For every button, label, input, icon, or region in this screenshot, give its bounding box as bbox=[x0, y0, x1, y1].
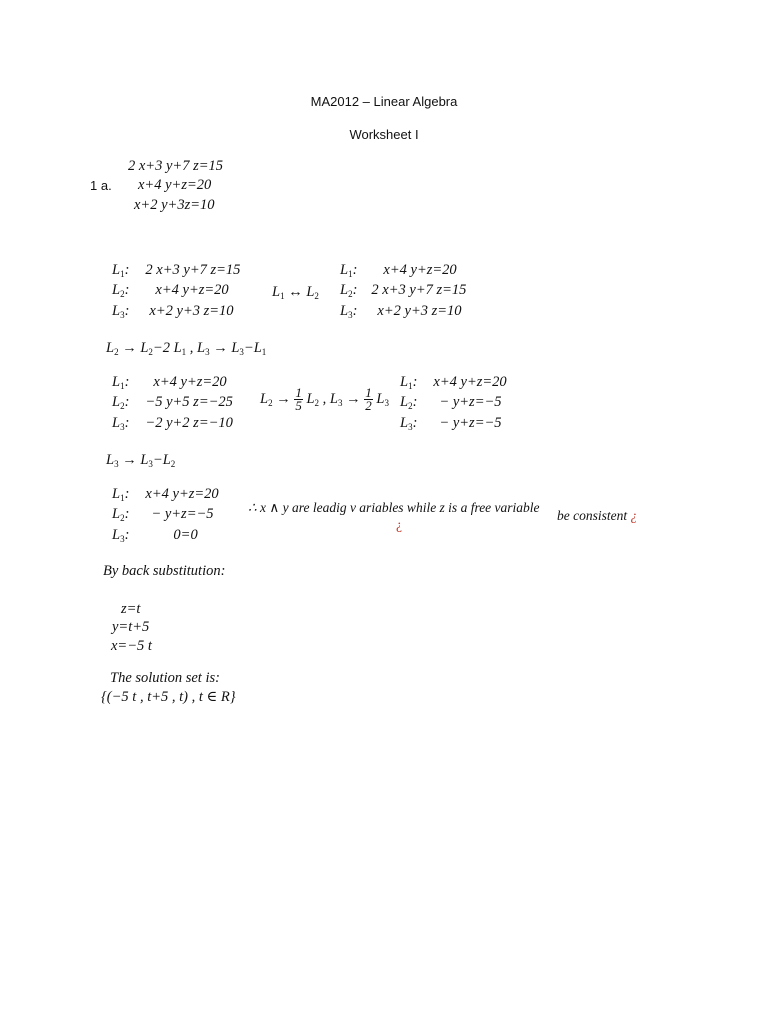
step1-right-eq-1: x+4 y+z=20 bbox=[383, 261, 457, 278]
problem-eq-1: 2 x+3 y+7 z=15 bbox=[128, 158, 223, 174]
fraction-one-fifth: $\frac{1}{5}$ bbox=[295, 385, 302, 413]
row-label: $L_3$: bbox=[112, 302, 130, 320]
step1-left-eq-1: 2 x+3 y+7 z=15 bbox=[145, 261, 241, 278]
back-substitution-heading: By back substitution: bbox=[103, 563, 226, 579]
step2-operation: $L_2 \to L_2-2$ $L_1$ , $L_3 \to L_3-L_1$ bbox=[106, 340, 267, 357]
step2-right-eq-2: − y+z=−5 bbox=[439, 394, 502, 411]
leading-variables-note: ∴ x ∧ y are leadig v ariables while z is a free variable bbox=[248, 500, 540, 515]
course-title: MA2012 – Linear Algebra bbox=[310, 94, 458, 109]
step3-system: $L_1$: x+4 y+z=20 $L_2$: − y+z=−5 $L_3$: 0=0 bbox=[112, 485, 219, 544]
consistency-text: be consistent bbox=[557, 508, 628, 523]
step3-operation: $L_3 \to L_3-L_2$ bbox=[106, 452, 176, 469]
step2-left-eq-1: x+4 y+z=20 bbox=[153, 373, 227, 390]
step2-left-eq-2: −5 y+5 z=−25 bbox=[145, 394, 233, 411]
step1-left-system bbox=[112, 260, 240, 322]
problem-eq-3: x+2 y+3z=10 bbox=[134, 197, 215, 213]
back-sub-line-z: z=t bbox=[121, 601, 141, 617]
worksheet-title: Worksheet I bbox=[349, 127, 419, 142]
step2-scaling-operation: $L_2$ → $\frac{1}{5}$ $L_2$ , $L_3$ → $\frac{1}{2}$ $L_3$ bbox=[260, 385, 389, 413]
row-label: $L_1$: bbox=[112, 261, 130, 279]
fraction-one-half: $\frac{1}{2}$ bbox=[365, 385, 372, 413]
back-sub-line-y: y=t+5 bbox=[112, 619, 150, 635]
step1-right-eq-2: 2 x+3 y+7 z=15 bbox=[371, 282, 467, 299]
step2-right-eq-3: − y+z=−5 bbox=[439, 414, 502, 431]
back-sub-line-x: x=−5 t bbox=[111, 638, 152, 654]
step1-right-system: $L_1$: x+4 y+z=20 $L_2$: 2 x+3 y+7 z=15 $L_3$: x+2 y+3 z=10 bbox=[340, 261, 467, 320]
error-mark: ¿ bbox=[630, 508, 638, 523]
step1-right-eq-3: x+2 y+3 z=10 bbox=[377, 302, 462, 319]
step3-eq-3: 0=0 bbox=[173, 526, 198, 543]
problem-eq-2: x+4 y+z=20 bbox=[138, 177, 212, 193]
consistency-note bbox=[557, 508, 637, 524]
step1-operation: $L_1$ ↔ $L_2$ bbox=[272, 284, 319, 301]
step2-left-system: $L_1$: x+4 y+z=20 $L_2$: −5 y+5 z=−25 $L_3$: −2 y+2 z=−10 bbox=[112, 373, 233, 432]
row-label: $L_2$: bbox=[112, 282, 130, 300]
step2-left-eq-3: −2 y+2 z=−10 bbox=[145, 414, 233, 431]
step1-left-eq-3: x+2 y+3 z=10 bbox=[149, 302, 234, 319]
step3-eq-2: − y+z=−5 bbox=[151, 506, 214, 523]
step3-eq-1: x+4 y+z=20 bbox=[145, 485, 219, 502]
error-mark-below: ¿ bbox=[396, 517, 402, 532]
step2-right-eq-1: x+4 y+z=20 bbox=[433, 373, 507, 390]
problem-label: 1 a. bbox=[90, 178, 112, 193]
step2-right-system: $L_1$: x+4 y+z=20 $L_2$: − y+z=−5 $L_3$: − y+z=−5 bbox=[400, 373, 507, 432]
step1-left-eq-2: x+4 y+z=20 bbox=[155, 282, 229, 299]
solution-set: {(−5 t , t+5 , t) , t ∈ R} bbox=[101, 689, 236, 705]
solution-heading: The solution set is: bbox=[110, 670, 220, 686]
